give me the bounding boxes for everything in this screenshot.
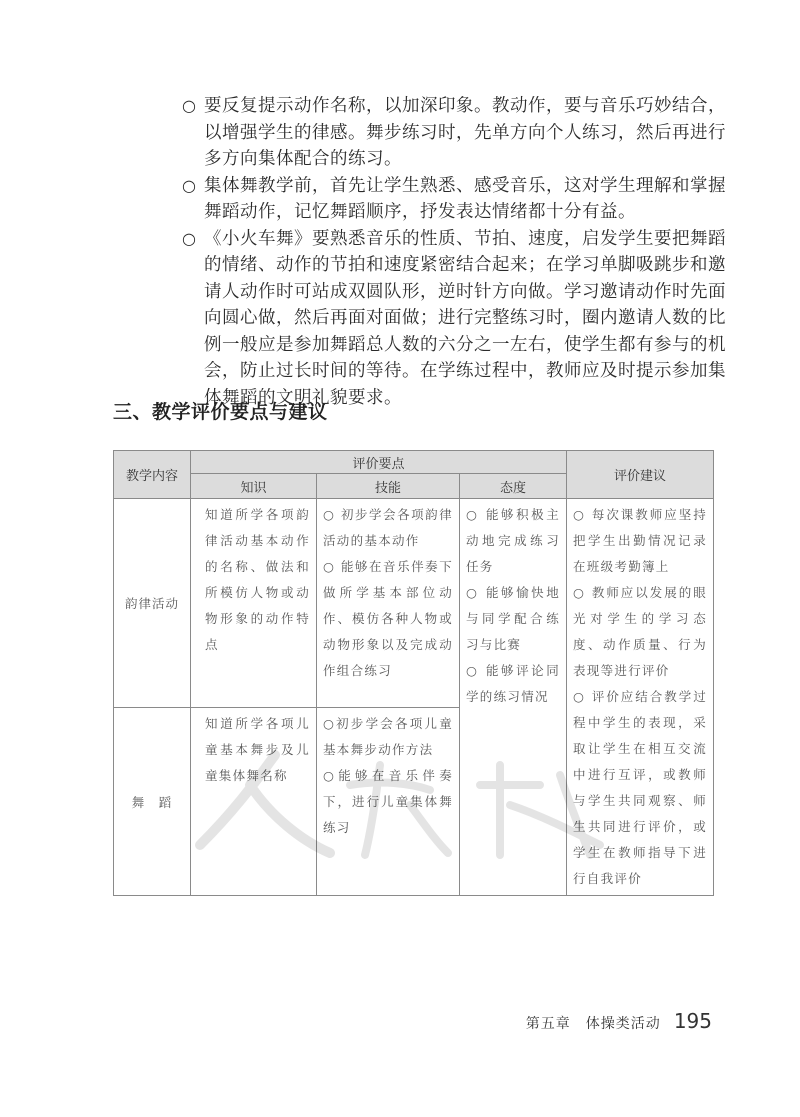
circle-bullet-icon: ○	[182, 228, 197, 248]
cell-text: ○ 每次课教师应坚持把学生出勤情况记录在班级考勤簿上 ○ 教师应以发展的眼光对学生的学习态度、动作质量、行为表现等进行评价 ○ 评价应结合教学过程中学生的表现，采取让学生在相互交流中进行互评，或教师与学生共同观察、师生共同进行评价，或学生在教师指导下进行自我评价	[573, 507, 707, 886]
header-attitude: 态度	[460, 474, 567, 499]
header-evaluation-points: 评价要点	[191, 451, 567, 474]
page-footer	[526, 1009, 712, 1033]
cell-text: ○ 初步学会各项韵律活动的基本动作 ○ 能够在音乐伴奏下做所学基本部位动作、模仿各种人物或动物形象以及完成动作组合练习	[323, 507, 453, 678]
row-label-dance: 舞 蹈	[114, 708, 191, 896]
row-label-rhythm: 韵律活动	[114, 499, 191, 708]
header-teaching-content: 教学内容	[114, 451, 191, 499]
cell-knowledge	[191, 708, 317, 896]
table-row	[114, 499, 714, 708]
bullet-text: 要反复提示动作名称，以加深印象。教动作，要与音乐巧妙结合，以增强学生的律感。舞步练习时，先单方向个人练习，然后再进行多方向集体配合的练习。	[204, 96, 726, 169]
bullet-item	[182, 226, 730, 412]
section-title: 三、教学评价要点与建议	[113, 401, 328, 423]
header-evaluation-advice: 评价建议	[567, 451, 714, 499]
header-knowledge: 知识	[191, 474, 317, 499]
cell-text: ○初步学会各项儿童基本舞步动作方法 ○能够在音乐伴奏下，进行儿童集体舞练习	[323, 716, 453, 836]
cell-skill	[317, 708, 460, 896]
cell-text: 知道所学各项韵律活动基本动作的名称、做法和所模仿人物或动物形象的动作特点	[205, 507, 310, 652]
page-number: 195	[673, 1009, 712, 1033]
bullet-item	[182, 93, 730, 173]
bullet-text: 集体舞教学前，首先让学生熟悉、感受音乐，这对学生理解和掌握舞蹈动作，记忆舞蹈顺序，抒发表达情绪都十分有益。	[204, 175, 726, 222]
header-skill: 技能	[317, 474, 460, 499]
bullet-text: 《小火车舞》要熟悉音乐的性质、节拍、速度，启发学生要把舞蹈的情绪、动作的节拍和速度紧密结合起来；在学习单脚吸跳步和邀请人动作时可站成双圆队形，逆时针方向做。学习邀请动作时先面向圆心做，然后再面对面做；进行完整练习时，圈内邀请人数的比例一般应是参加舞蹈总人数的六分之一左右，使学生都有参与的机会，防止过长时间的等待。在学练过程中，教师应及时提示参加集体舞蹈的文明礼貌要求。	[204, 228, 726, 408]
bullet-list	[182, 93, 730, 411]
cell-advice	[567, 499, 714, 896]
chapter-title: 第五章 体操类活动	[525, 1016, 661, 1032]
circle-bullet-icon: ○	[182, 96, 197, 115]
cell-text: ○ 能够积极主动地完成练习任务 ○ 能够愉快地与同学配合练习与比赛 ○ 能够评论同学的练习情况	[466, 507, 560, 704]
cell-attitude	[460, 499, 567, 896]
bullet-item	[182, 173, 730, 226]
cell-skill	[317, 499, 460, 708]
cell-knowledge	[191, 499, 317, 708]
evaluation-table	[113, 450, 714, 896]
circle-bullet-icon: ○	[182, 175, 197, 195]
cell-text: 知道所学各项儿童基本舞步及儿童集体舞名称	[205, 716, 310, 784]
